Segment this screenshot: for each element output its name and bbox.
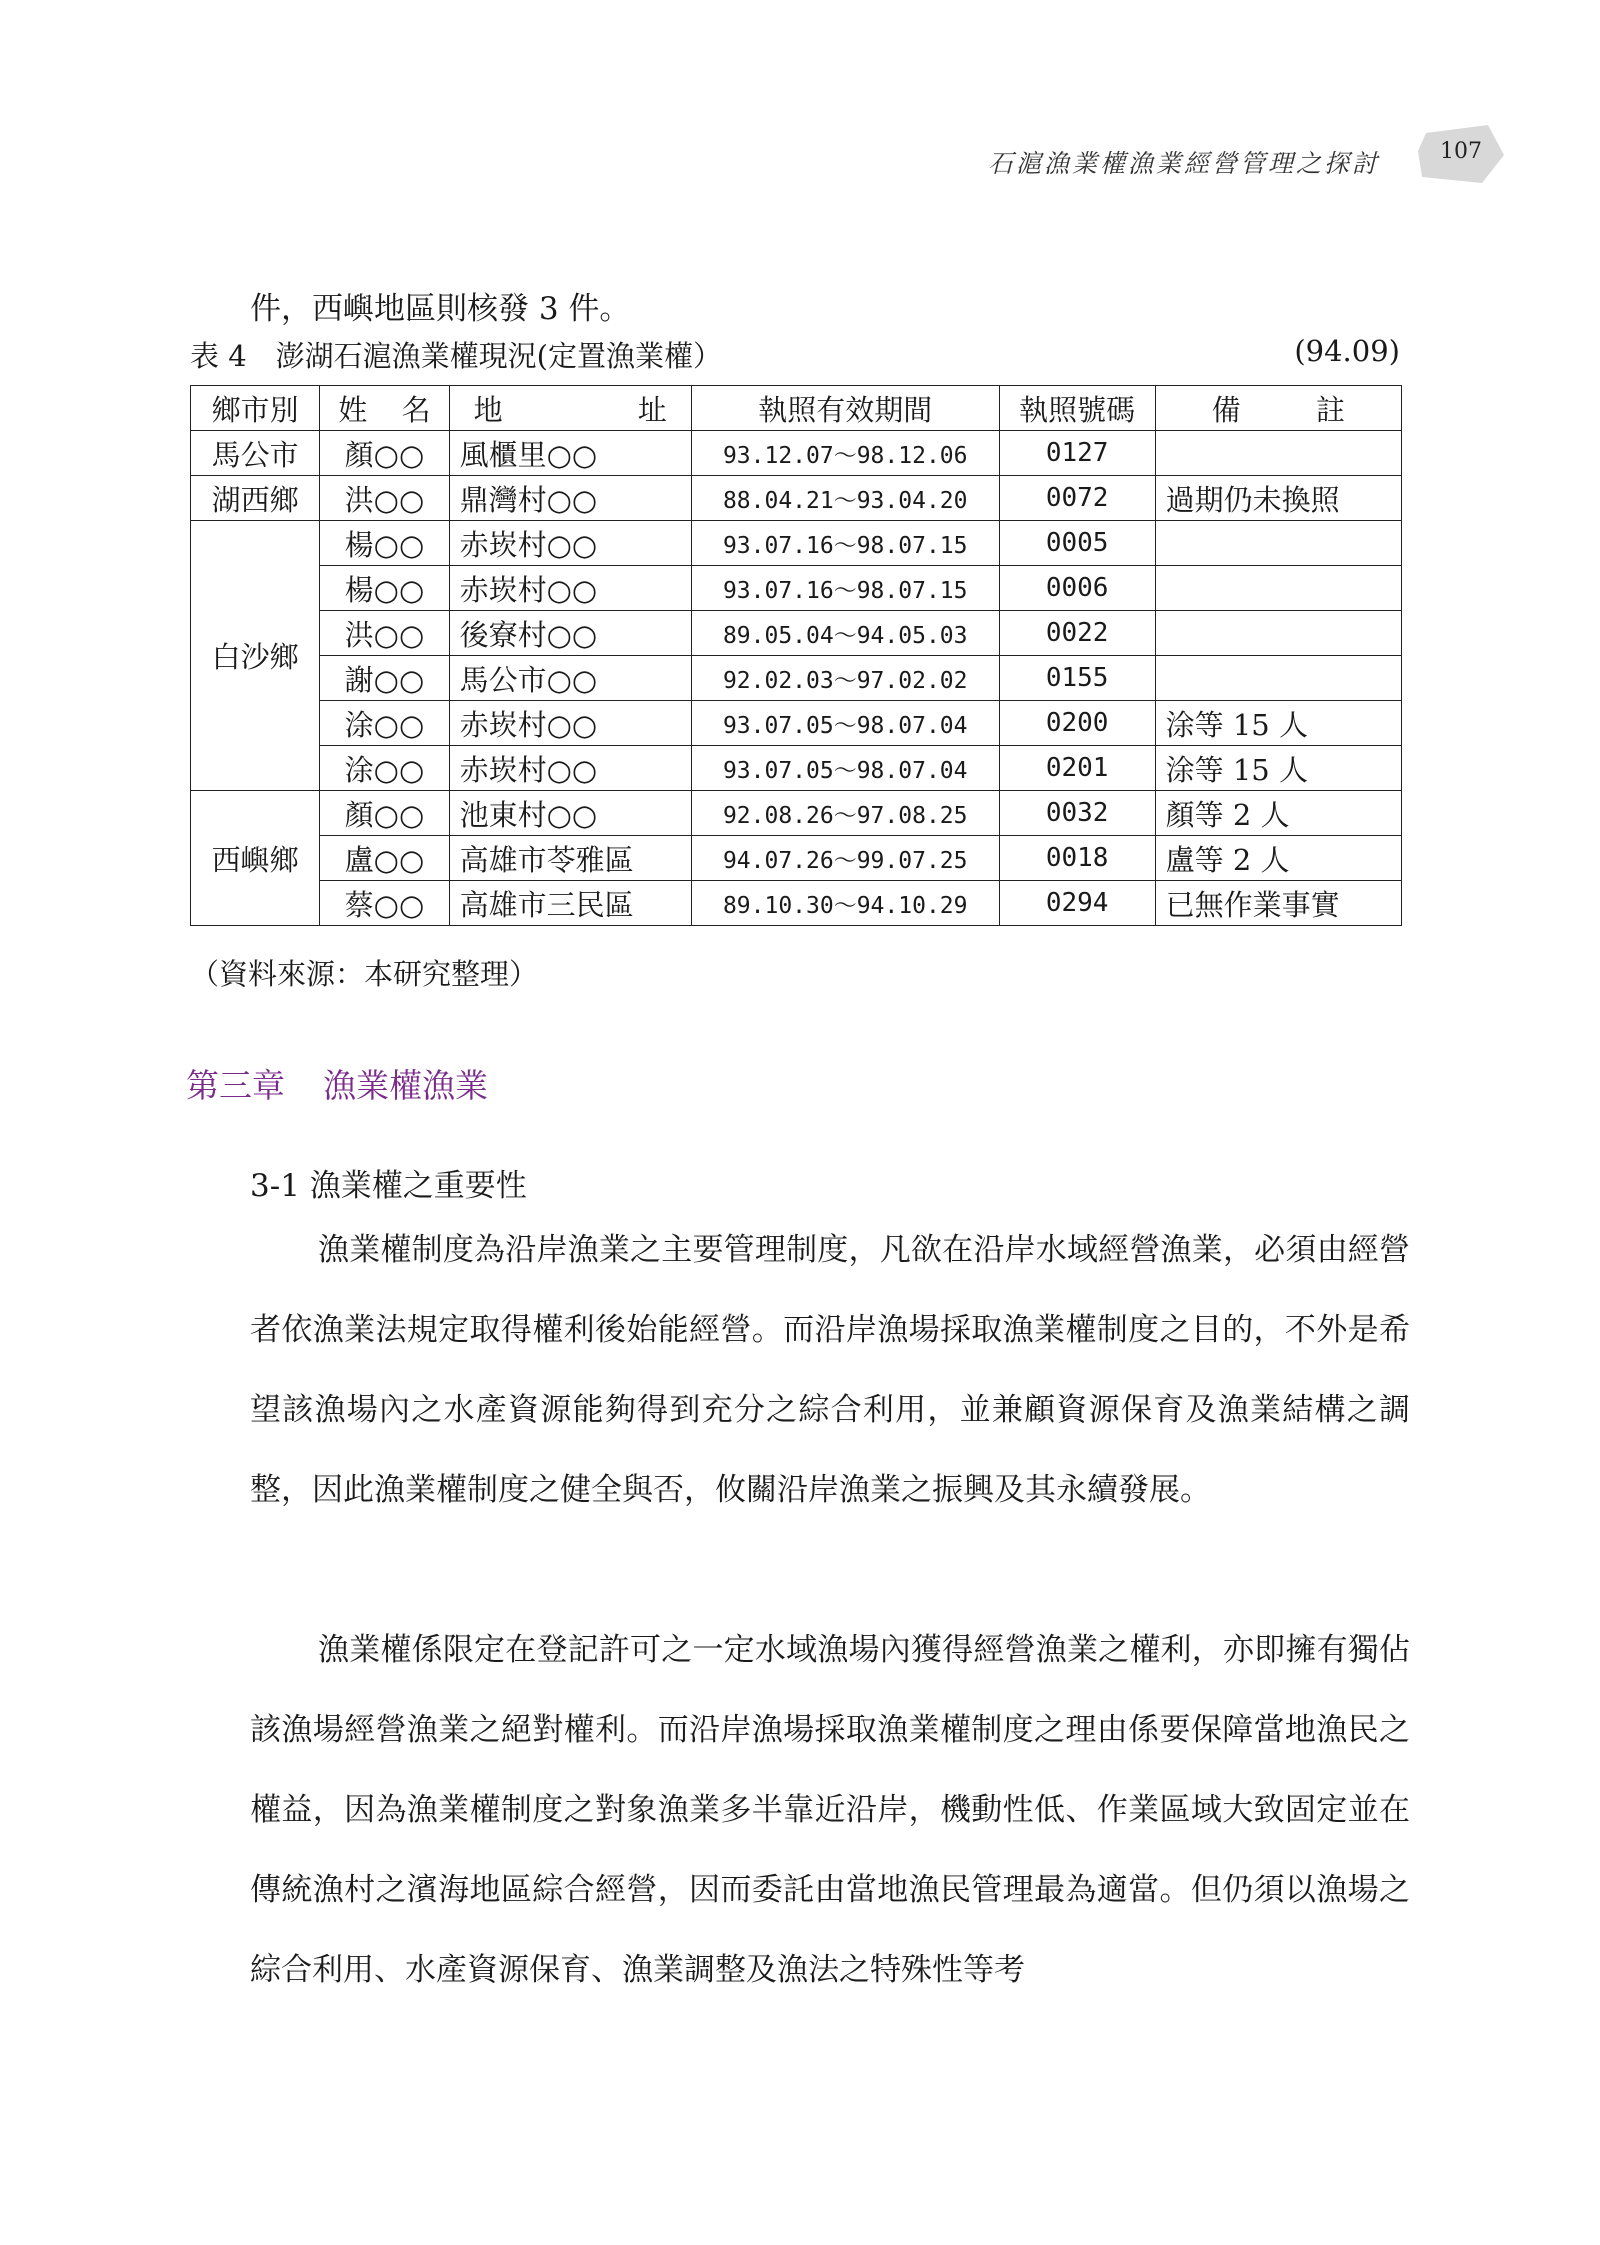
cell-remark xyxy=(1155,611,1401,656)
cell-license: 0018 xyxy=(999,836,1155,881)
cell-remark xyxy=(1155,521,1401,566)
header-name: 姓 名 xyxy=(320,386,449,431)
cell-name: 洪○○ xyxy=(320,611,449,656)
table-caption xyxy=(190,334,1400,375)
paragraph-text: 漁業權制度為沿岸漁業之主要管理制度，凡欲在沿岸水域經營漁業，必須由經營者依漁業法規定取得權利後始能經營。而沿岸漁場採取漁業權制度之目的，不外是希望該漁場內之水產資源能夠得到充分之綜合利用，並兼顧資源保育及漁業結構之調整，因此漁業權制度之健全與否，攸關沿岸漁業之振興及其永續發展。 xyxy=(250,1232,1410,1508)
cell-license: 0155 xyxy=(999,656,1155,701)
page-number-badge xyxy=(1418,123,1504,185)
cell-name: 涂○○ xyxy=(320,701,449,746)
cell-name: 蔡○○ xyxy=(320,881,449,926)
cell-address: 池東村○○ xyxy=(449,791,691,836)
header-township: 鄉市別 xyxy=(191,386,320,431)
cell-address: 高雄市苓雅區 xyxy=(449,836,691,881)
cell-license: 0006 xyxy=(999,566,1155,611)
cell-address: 高雄市三民區 xyxy=(449,881,691,926)
cell-period: 93.07.16～98.07.15 xyxy=(691,566,999,611)
cell-remark: 已無作業事實 xyxy=(1155,881,1401,926)
cell-remark: 涂等 15 人 xyxy=(1155,701,1401,746)
cell-period: 93.12.07～98.12.06 xyxy=(691,431,999,476)
table-header-row xyxy=(191,386,1402,431)
table-caption-date: (94.09) xyxy=(1294,334,1400,368)
cell-township: 白沙鄉 xyxy=(191,521,320,791)
table-row xyxy=(191,836,1402,881)
section-heading: 3-1 漁業權之重要性 xyxy=(250,1168,527,1204)
cell-address: 馬公市○○ xyxy=(449,656,691,701)
paragraph-1 xyxy=(250,1210,1410,1530)
cell-township: 馬公市 xyxy=(191,431,320,476)
cell-license: 0022 xyxy=(999,611,1155,656)
running-title: 石滬漁業權漁業經營管理之探討 xyxy=(987,149,1380,178)
cell-license: 0200 xyxy=(999,701,1155,746)
cell-township: 西嶼鄉 xyxy=(191,791,320,926)
table-source: （資料來源：本研究整理） xyxy=(190,957,539,991)
header-license: 執照號碼 xyxy=(999,386,1155,431)
cell-license: 0005 xyxy=(999,521,1155,566)
cell-period: 93.07.05～98.07.04 xyxy=(691,746,999,791)
table-row xyxy=(191,881,1402,926)
cell-license: 0072 xyxy=(999,476,1155,521)
table-row xyxy=(191,701,1402,746)
cell-license: 0127 xyxy=(999,431,1155,476)
cell-period: 88.04.21～93.04.20 xyxy=(691,476,999,521)
cell-remark: 顏等 2 人 xyxy=(1155,791,1401,836)
cell-address: 赤崁村○○ xyxy=(449,701,691,746)
cell-period: 89.05.04～94.05.03 xyxy=(691,611,999,656)
cell-address: 赤崁村○○ xyxy=(449,566,691,611)
cell-name: 楊○○ xyxy=(320,566,449,611)
cell-remark: 盧等 2 人 xyxy=(1155,836,1401,881)
paragraph-text: 漁業權係限定在登記許可之一定水域漁場內獲得經營漁業之權利，亦即擁有獨佔該漁場經營漁業之絕對權利。而沿岸漁場採取漁業權制度之理由係要保障當地漁民之權益，因為漁業權制度之對象漁業多半靠近沿岸，機動性低、作業區域大致固定並在傳統漁村之濱海地區綜合經營，因而委託由當地漁民管理最為適當。但仍須以漁場之綜合利用、水產資源保育、漁業調整及漁法之特殊性等考 xyxy=(250,1632,1410,1988)
cell-remark xyxy=(1155,566,1401,611)
cell-period: 92.08.26～97.08.25 xyxy=(691,791,999,836)
cell-period: 92.02.03～97.02.02 xyxy=(691,656,999,701)
paragraph-2 xyxy=(250,1610,1410,2010)
cell-period: 94.07.26～99.07.25 xyxy=(691,836,999,881)
cell-remark xyxy=(1155,431,1401,476)
chapter-number: 第三章 xyxy=(186,1066,285,1105)
cell-address: 赤崁村○○ xyxy=(449,521,691,566)
cell-name: 盧○○ xyxy=(320,836,449,881)
chapter-heading xyxy=(186,1060,488,1107)
lead-line: 件，西嶼地區則核發 3 件。 xyxy=(250,291,631,327)
fishery-rights-table xyxy=(190,385,1402,926)
cell-address: 風櫃里○○ xyxy=(449,431,691,476)
cell-remark: 涂等 15 人 xyxy=(1155,746,1401,791)
cell-period: 89.10.30～94.10.29 xyxy=(691,881,999,926)
cell-license: 0294 xyxy=(999,881,1155,926)
cell-name: 涂○○ xyxy=(320,746,449,791)
table-row xyxy=(191,611,1402,656)
table-caption-title: 表 4 澎湖石滬漁業權現況(定置漁業權） xyxy=(190,339,722,373)
cell-address: 鼎灣村○○ xyxy=(449,476,691,521)
table-row xyxy=(191,791,1402,836)
table-row xyxy=(191,476,1402,521)
cell-name: 謝○○ xyxy=(320,656,449,701)
page-number: 107 xyxy=(1440,139,1482,164)
cell-address: 赤崁村○○ xyxy=(449,746,691,791)
cell-name: 洪○○ xyxy=(320,476,449,521)
table-row xyxy=(191,746,1402,791)
table-row xyxy=(191,521,1402,566)
chapter-title: 漁業權漁業 xyxy=(323,1066,488,1105)
cell-period: 93.07.16～98.07.15 xyxy=(691,521,999,566)
cell-address: 後寮村○○ xyxy=(449,611,691,656)
table-row xyxy=(191,656,1402,701)
header-period: 執照有效期間 xyxy=(691,386,999,431)
cell-remark: 過期仍未換照 xyxy=(1155,476,1401,521)
cell-remark xyxy=(1155,656,1401,701)
cell-name: 楊○○ xyxy=(320,521,449,566)
header-remark: 備 註 xyxy=(1155,386,1401,431)
cell-name: 顏○○ xyxy=(320,791,449,836)
cell-license: 0032 xyxy=(999,791,1155,836)
cell-township: 湖西鄉 xyxy=(191,476,320,521)
cell-period: 93.07.05～98.07.04 xyxy=(691,701,999,746)
table-row xyxy=(191,566,1402,611)
cell-name: 顏○○ xyxy=(320,431,449,476)
table-row xyxy=(191,431,1402,476)
cell-license: 0201 xyxy=(999,746,1155,791)
header-address: 地 址 xyxy=(449,386,691,431)
